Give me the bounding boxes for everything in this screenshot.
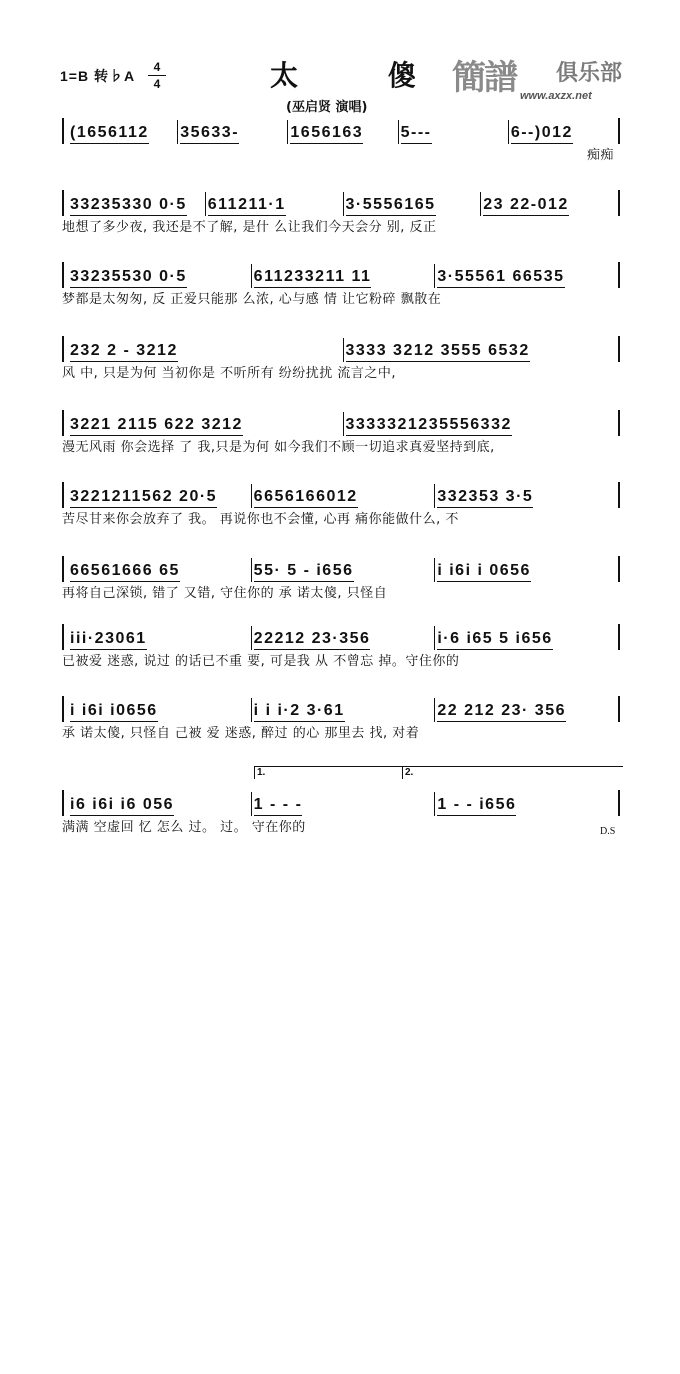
lyric-line: 痴痴	[586, 148, 614, 163]
measure-notes: 332353 3·5	[437, 488, 533, 508]
notation-line	[62, 482, 620, 508]
measure-notes: 6--)012	[511, 124, 573, 144]
measure	[252, 558, 436, 582]
measure-notes: 3221 2115 622 3212	[70, 416, 243, 436]
measure-notes: i·6 i65 5 i656	[437, 630, 552, 650]
measure-notes: 33235330 0·5	[70, 196, 187, 216]
measure-notes: 232 2 - 3212	[70, 342, 178, 362]
measure-notes: 1 - - -	[254, 796, 303, 816]
meter-top: 4	[153, 60, 161, 74]
notation-line	[62, 262, 620, 288]
measure	[68, 412, 344, 436]
measure	[206, 192, 344, 216]
measure-notes: 1 - - i656	[437, 796, 516, 816]
measure	[252, 792, 436, 816]
meter-bottom: 4	[153, 77, 161, 91]
measure	[344, 192, 482, 216]
lyric-line: 漫无风雨 你会选择 了 我,只是为何 如今我们不顾一切追求真爱坚持到底,	[62, 440, 495, 455]
time-signature	[148, 60, 166, 91]
measure-notes: 3·55561 66535	[437, 268, 564, 288]
measure-notes: 22212 23·356	[254, 630, 371, 650]
lyric-line: 满满 空虚回 忆 怎么 过。 过。 守在你的	[62, 820, 306, 835]
lyric-line: 地想了多少夜, 我还是不了解, 是什 么让我们今天会分 别, 反正	[62, 220, 437, 235]
measure-notes: (1656112	[70, 124, 149, 144]
logo-club: 俱乐部	[556, 61, 623, 86]
measure	[288, 120, 398, 144]
notation-line	[62, 190, 620, 216]
measure	[68, 338, 344, 362]
key-signature: 1=B 转♭A	[60, 68, 136, 84]
measure	[509, 120, 618, 144]
measure	[68, 484, 252, 508]
score-row	[62, 410, 620, 457]
measure	[435, 484, 618, 508]
measure	[481, 192, 618, 216]
score-row	[62, 262, 620, 309]
measure	[344, 412, 619, 436]
measure	[252, 626, 436, 650]
da-segno-mark: D.S	[600, 826, 616, 837]
volta-first: 1.	[254, 766, 403, 779]
score-row	[62, 482, 620, 529]
measure-notes: 3333321235556332	[346, 416, 512, 436]
measure-notes: 33235530 0·5	[70, 268, 187, 288]
measure	[252, 264, 436, 288]
measure-notes: 611233211 11	[254, 268, 372, 288]
lyric-line: 风 中, 只是为何 当初你是 不听所有 纷纷扰扰 流言之中,	[62, 366, 397, 381]
measure	[252, 698, 436, 722]
notation-line	[62, 118, 620, 144]
lyric-line: 承 诺太傻, 只怪自 己被 爱 迷惑, 醉过 的心 那里去 找, 对着	[62, 726, 420, 741]
measure	[68, 192, 206, 216]
score-row	[62, 790, 620, 837]
song-title: 太 傻	[270, 59, 456, 92]
measure-notes: 66561666 65	[70, 562, 180, 582]
singer-credit: (巫启贤 演唱)	[286, 100, 368, 115]
measure-notes: 1656163	[290, 124, 363, 144]
notation-line	[62, 624, 620, 650]
measure-notes: i i6i i0656	[70, 702, 158, 722]
measure-notes: 22 212 23· 356	[437, 702, 566, 722]
measure	[68, 698, 252, 722]
measure	[68, 792, 252, 816]
notation-line	[62, 556, 620, 582]
lyric-line: 梦都是太匆匆, 反 正爱只能那 么浓, 心与感 情 让它粉碎 飘散在	[62, 292, 442, 307]
volta-second: 2.	[402, 766, 623, 779]
measure	[68, 120, 178, 144]
measure-notes: i6 i6i i6 056	[70, 796, 174, 816]
score-row	[62, 556, 620, 603]
notation-line	[62, 696, 620, 722]
measure	[435, 626, 618, 650]
score-row	[62, 118, 620, 165]
measure-notes: 3·5556165	[346, 196, 436, 216]
notation-line	[62, 336, 620, 362]
measure	[344, 338, 619, 362]
score-row	[62, 336, 620, 383]
score-row	[62, 190, 620, 237]
notation-line	[62, 790, 620, 816]
measure	[68, 264, 252, 288]
measure	[435, 264, 618, 288]
measure-notes: 55· 5 - i656	[254, 562, 354, 582]
measure-notes: 3333 3212 3555 6532	[346, 342, 530, 362]
measure-notes: 5---	[401, 124, 432, 144]
measure	[68, 626, 252, 650]
measure-notes: 6656166012	[254, 488, 358, 508]
score-row	[62, 624, 620, 671]
meter-bar	[148, 75, 166, 76]
lyric-line: 已被爱 迷惑, 说过 的话已不重 要, 可是我 从 不曾忘 掉。守住你的	[62, 654, 460, 669]
measure-notes: i i i·2 3·61	[254, 702, 345, 722]
measure-notes: iii·23061	[70, 630, 147, 650]
score-row	[62, 696, 620, 743]
logo-mark: 簡譜	[452, 58, 516, 98]
lyric-line: 再将自己深锁, 错了 又错, 守住你的 承 诺太傻, 只怪自	[62, 586, 388, 601]
measure	[68, 558, 252, 582]
measure-notes: 3221211562 20·5	[70, 488, 217, 508]
measure-notes: 611211·1	[208, 196, 286, 216]
measure	[435, 558, 618, 582]
notation-line	[62, 410, 620, 436]
measure-notes: 35633-	[180, 124, 239, 144]
logo-url: www.axzx.net	[520, 90, 592, 102]
measure	[178, 120, 288, 144]
measure	[399, 120, 509, 144]
measure	[435, 792, 618, 816]
lyric-line: 苦尽甘来你会放弃了 我。 再说你也不会懂, 心再 痛你能做什么, 不	[62, 512, 459, 527]
measure-notes: 23 22-012	[483, 196, 569, 216]
measure	[252, 484, 436, 508]
site-logo	[452, 50, 652, 110]
measure-notes: i i6i i 0656	[437, 562, 531, 582]
measure	[435, 698, 618, 722]
